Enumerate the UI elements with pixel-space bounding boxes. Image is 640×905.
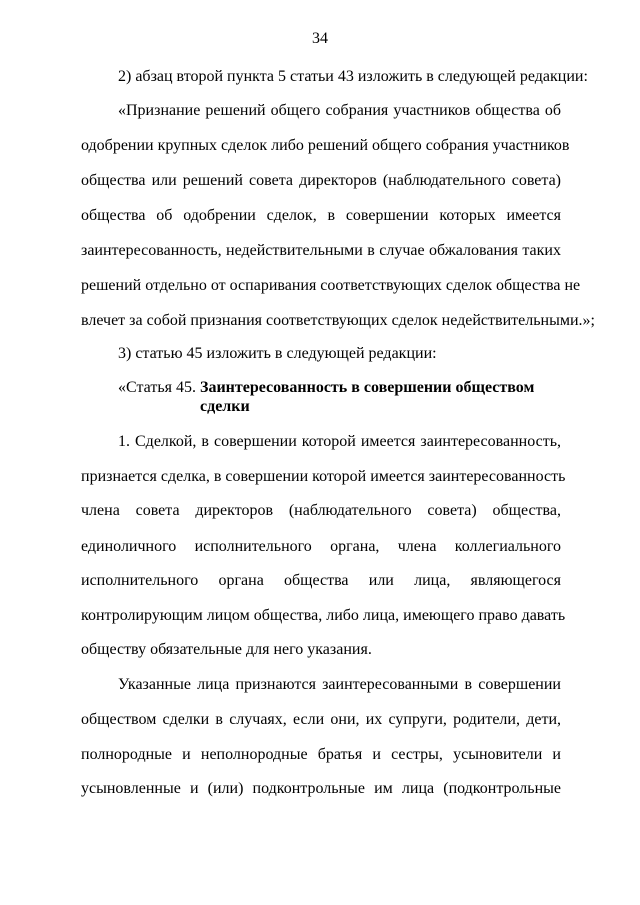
article-title-line: Заинтересованность в совершении обществом bbox=[200, 379, 535, 396]
article-title bbox=[200, 378, 534, 416]
article-label: «Статья 45. bbox=[118, 379, 196, 396]
paragraph-line: признается сделка, в совершении которой имеется заинтересованность bbox=[81, 468, 566, 485]
paragraph-line: одобрении крупных сделок либо решений общего собрания участников bbox=[81, 137, 570, 154]
paragraph-line: контролирующим лицом общества, либо лица, имеющего право давать bbox=[81, 607, 566, 624]
paragraph-line: 2) абзац второй пункта 5 статьи 43 изложить в следующей редакции: bbox=[118, 68, 588, 85]
paragraph-line: заинтересованность, недействительными в случае обжалования таких bbox=[81, 242, 561, 259]
paragraph-line: единоличного исполнительного органа, члена коллегиального bbox=[81, 538, 561, 555]
paragraph-line: общества об одобрении сделок, в совершении которых имеется bbox=[81, 207, 561, 224]
paragraph-line: усыновленные и (или) подконтрольные им лица (подконтрольные bbox=[81, 780, 561, 797]
paragraph-line: Указанные лица признаются заинтересованными в совершении bbox=[118, 676, 561, 693]
page-number: 34 bbox=[312, 30, 328, 47]
paragraph-line: обществом сделки в случаях, если они, их супруги, родители, дети, bbox=[81, 711, 561, 728]
paragraph-line: члена совета директоров (наблюдательного совета) общества, bbox=[81, 502, 561, 519]
paragraph-line: «Признание решений общего собрания участников общества об bbox=[118, 102, 561, 119]
article-title-line: сделки bbox=[200, 398, 250, 415]
paragraph-line: общества или решений совета директоров (наблюдательного совета) bbox=[81, 172, 561, 189]
paragraph-line: полнородные и неполнородные братья и сестры, усыновители и bbox=[81, 746, 561, 763]
paragraph-line: 1. Сделкой, в совершении которой имеется заинтересованность, bbox=[118, 433, 561, 450]
paragraph-line: обществу обязательные для него указания. bbox=[81, 641, 372, 658]
paragraph-line: влечет за собой признания соответствующих сделок недействительными.»; bbox=[81, 312, 595, 329]
paragraph-line: исполнительного органа общества или лица, являющегося bbox=[81, 572, 561, 589]
paragraph-line: решений отдельно от оспаривания соответствующих сделок общества не bbox=[81, 277, 581, 294]
paragraph-line: 3) статью 45 изложить в следующей редакции: bbox=[118, 345, 437, 362]
